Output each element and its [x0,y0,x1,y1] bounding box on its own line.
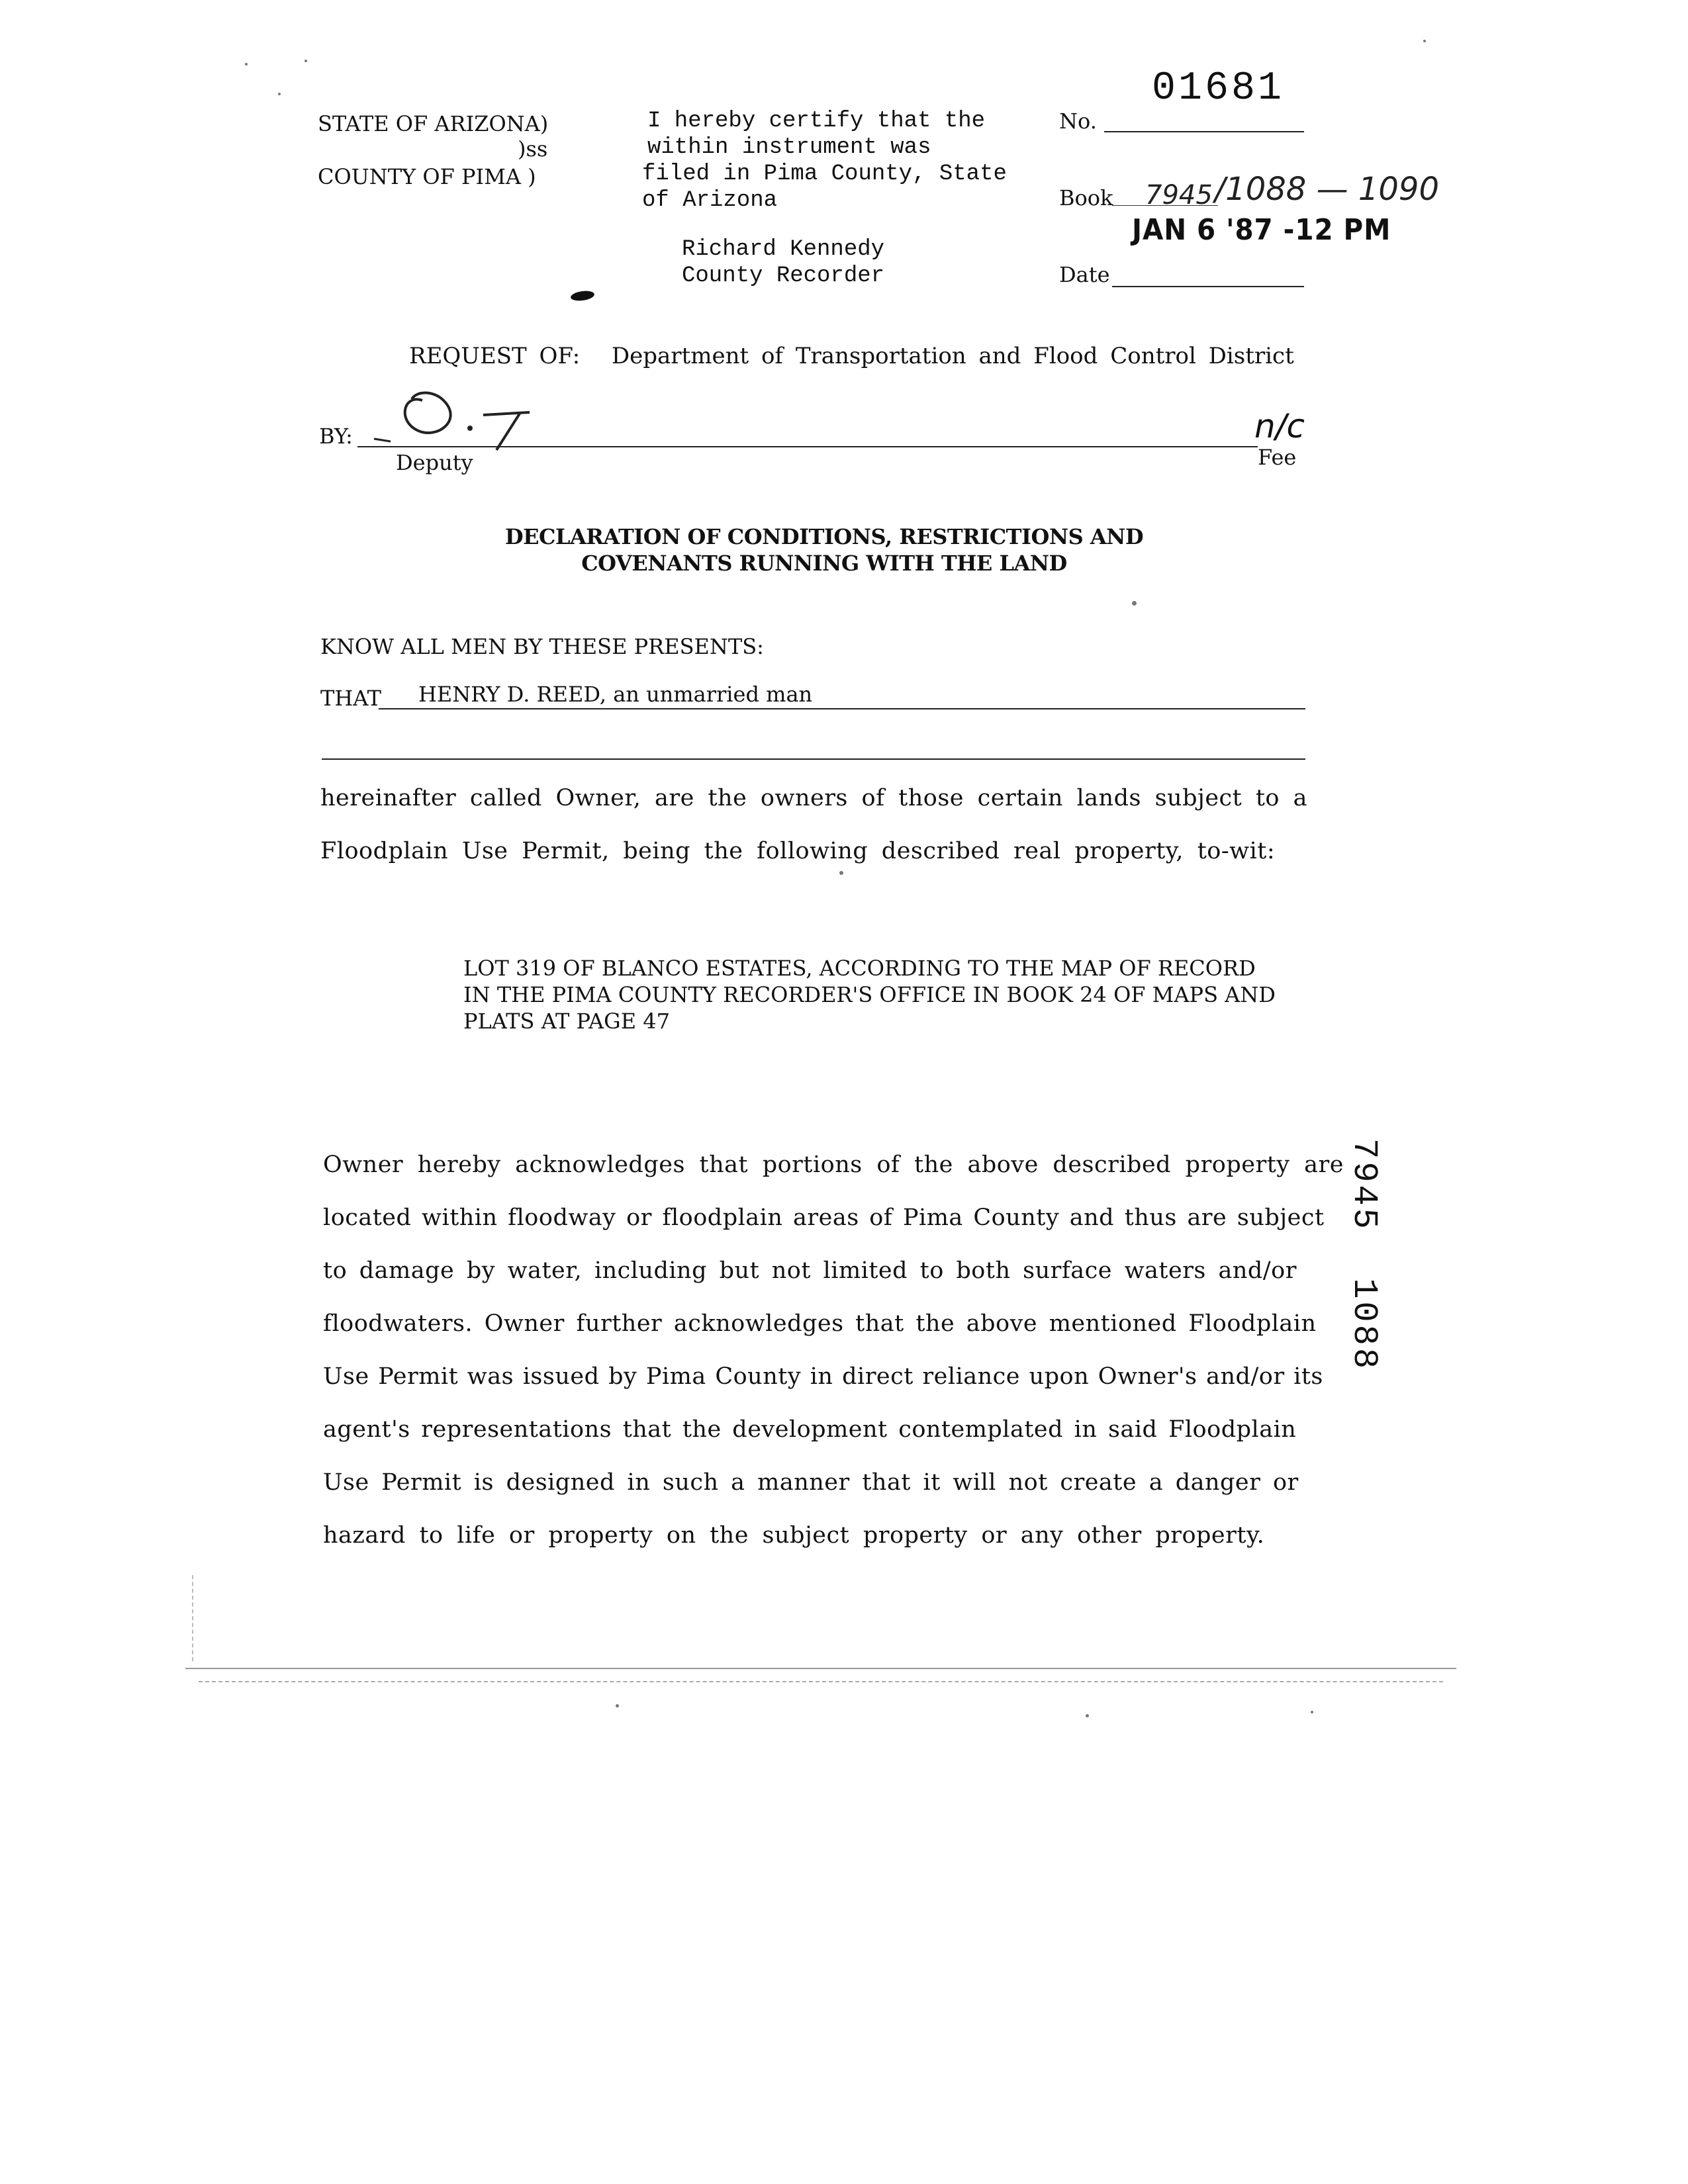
deputy-signature-mark [371,381,543,460]
certify-line: filed in Pima County, State [642,161,1007,187]
speck [1086,1714,1089,1717]
state-line: STATE OF ARIZONA) [318,111,549,136]
owner-name: HENRY D. REED, an unmarried man [418,682,813,707]
speck [278,93,281,95]
recorder-name: Richard Kennedy [682,237,885,262]
preamble: KNOW ALL MEN BY THESE PRESENTS: [320,634,764,659]
request-line [409,343,1294,369]
request-label: REQUEST OF: [409,343,581,369]
legal-description-line: LOT 319 OF BLANCO ESTATES, ACCORDING TO THE MAP OF RECORD [463,956,1256,981]
page-edge-line [185,1668,1456,1669]
ink-blot [570,290,595,302]
book-underline [1112,205,1218,206]
request-value: Department of Transportation and Flood Control District [611,343,1294,369]
certify-line: of Arizona [642,188,778,213]
paragraph-line: hazard to life or property on the subject property or any other property. [323,1522,1265,1549]
book-label: Book [1059,185,1113,210]
speck [1311,1711,1313,1713]
left-edge-noise [192,1575,193,1661]
paragraph-line: Use Permit was issued by Pima County in direct reliance upon Owner's and/or its [323,1363,1323,1390]
paragraph-line: to damage by water, including but not limited to both surface waters and/or [323,1257,1297,1284]
county-line: COUNTY OF PIMA ) [318,164,536,189]
deputy-label: Deputy [396,450,473,475]
paragraph-line: Owner hereby acknowledges that portions of the above described property are [323,1152,1344,1178]
page-edge-noise [199,1681,1443,1682]
ss-mark: )ss [518,136,548,161]
paragraph-line: Use Permit is designed in such a manner that it will not create a danger or [323,1469,1299,1496]
recorder-title: County Recorder [682,263,885,289]
no-underline [1104,131,1304,132]
legal-description-line: IN THE PIMA COUNTY RECORDER'S OFFICE IN BOOK 24 OF MAPS AND [463,982,1276,1007]
intro-line: hereinafter called Owner, are the owners of those certain lands subject to a [320,785,1307,811]
speck [1132,601,1137,606]
speck [1423,40,1426,42]
book-value: 7945 [1145,180,1213,210]
legal-description-line: PLATS AT PAGE 47 [463,1009,670,1034]
pages-value: /1088 — 1090 [1215,171,1439,208]
paragraph-line: floodwaters. Owner further acknowledges that the above mentioned Floodplain [323,1310,1317,1337]
by-label: BY: [319,424,353,449]
paragraph-line: located within floodway or floodplain areas of Pima County and thus are subject [323,1205,1325,1231]
certify-line: within instrument was [647,135,931,160]
document-number: 01681 [1152,66,1285,111]
fee-value: n/c [1254,407,1305,445]
owner-underline-2 [322,758,1305,760]
speck [245,63,248,66]
document-title-line1: DECLARATION OF CONDITIONS, RESTRICTIONS AND [504,524,1144,549]
certify-line: I hereby certify that the [647,109,986,134]
date-underline [1112,286,1304,287]
fee-label: Fee [1258,445,1297,470]
margin-book-page-stamp: 7945 1088 [1344,1138,1383,1372]
intro-line: Floodplain Use Permit, being the following described real property, to-wit: [320,838,1276,864]
no-label: No. [1059,109,1097,134]
owner-underline [379,708,1305,709]
paragraph-line: agent's representations that the development contemplated in said Floodplain [323,1416,1297,1443]
date-label: Date [1059,262,1110,287]
speck [839,871,843,875]
speck [305,60,307,62]
speck [616,1704,619,1707]
document-title-line2: COVENANTS RUNNING WITH THE LAND [581,551,1067,576]
that-label: THAT [320,686,381,711]
received-stamp: JAN 6 '87 -12 PM [1132,213,1391,247]
